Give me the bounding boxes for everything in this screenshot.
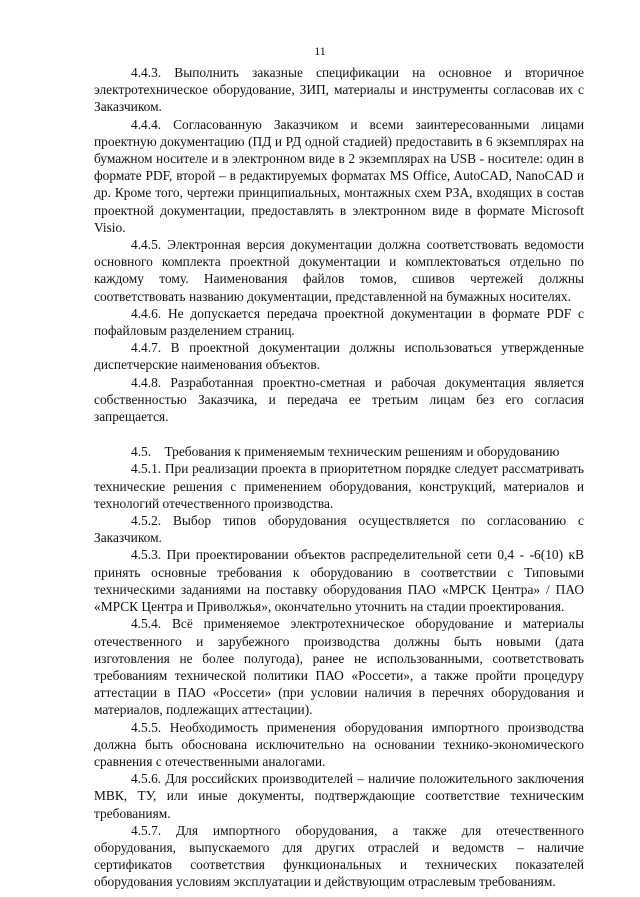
paragraph-4-5-7: 4.5.7. Для импортного оборудования, а также для отечественного оборудования, выпускаемого для других отраслей и ведомств – наличие сертификатов соответствия функциональных и технических показателей оборудования условиям эксплуатации и действующим отраслевым требованиям. (94, 822, 584, 890)
paragraph-4-4-6: 4.4.6. Не допускается передача проектной документации в формате PDF с пофайловым разделением страниц. (94, 305, 584, 339)
paragraph-4-5-5: 4.5.5. Необходимость применения оборудования импортного производства должна быть обоснована исключительно на основании технико-экономического сравнения с отечественными аналогами. (94, 719, 584, 769)
document-body (94, 64, 584, 891)
paragraph-4-4-4: 4.4.4. Согласованную Заказчиком и всеми заинтересованными лицами проектную документацию (ПД и РД одной стадией) предоставить в 6 экземплярах на бумажном носителе и в электронном виде в 2 экземплярах на USB - носителе: один в формате PDF, второй – в редактируемых форматах MS Office, AutoCAD, NanoCAD и др. Кроме того, чертежи принципиальных, монтажных схем РЗА, входящих в состав проектной документации, предоставлять в электронном виде в формате Microsoft Visio. (94, 116, 584, 235)
paragraph-4-5-3: 4.5.3. При проектировании объектов распределительной сети 0,4 - -6(10) кВ принять основные требования к оборудованию в соответствии с Типовыми техническими заданиями на поставку оборудования ПАО «МРСК Центра» / ПАО «МРСК Центра и Приволжья», окончательно уточнить на стадии проектирования. (94, 547, 584, 615)
page-number: 11 (314, 44, 326, 58)
paragraph-4-5-6: 4.5.6. Для российских производителей – наличие положительного заключения МВК, ТУ, или иные документы, подтверждающие соответствие техническим требованиям. (94, 771, 584, 821)
section-heading-4-5: 4.5. Требования к применяемым техническим решениям и оборудованию (131, 444, 560, 460)
paragraph-4-5-1: 4.5.1. При реализации проекта в приоритетном порядке следует рассматривать технические решения с применением оборудования, конструкций, материалов и технологий отечественного производства. (94, 461, 584, 511)
paragraph-4-5-4: 4.5.4. Всё применяемое электротехническое оборудование и материалы отечественного и зарубежного производства должны быть новыми (дата изготовления не более полугода), ранее не использованными, соответствовать требованиям технической политики ПАО «Россети», а также пройти процедуру аттестации в ПАО «Россети» (при условии наличия в перечнях оборудования и материалов, подлежащих аттестации). (94, 616, 584, 718)
paragraph-4-4-3: 4.4.3. Выполнить заказные спецификации на основное и вторичное электротехническое оборудование, ЗИП, материалы и инструменты согласовав их с Заказчиком. (94, 65, 584, 115)
paragraph-4-4-8: 4.4.8. Разработанная проектно-сметная и рабочая документация является собственностью Заказчика, и передача ее третьим лицам без его согласия запрещается. (94, 374, 584, 425)
paragraph-4-4-5: 4.4.5. Электронная версия документации должна соответствовать ведомости основного комплекта проектной документации и комплектоваться отдельно по каждому тому. Наименования файлов томов, сшивов чертежей должны соответствовать названию документации, представленной на бумажных носителях. (94, 237, 584, 304)
paragraph-4-4-7: 4.4.7. В проектной документации должны использоваться утвержденные диспетчерские наименования объектов. (94, 340, 584, 373)
paragraph-4-5-2: 4.5.2. Выбор типов оборудования осуществляется по согласованию с Заказчиком. (94, 513, 584, 546)
